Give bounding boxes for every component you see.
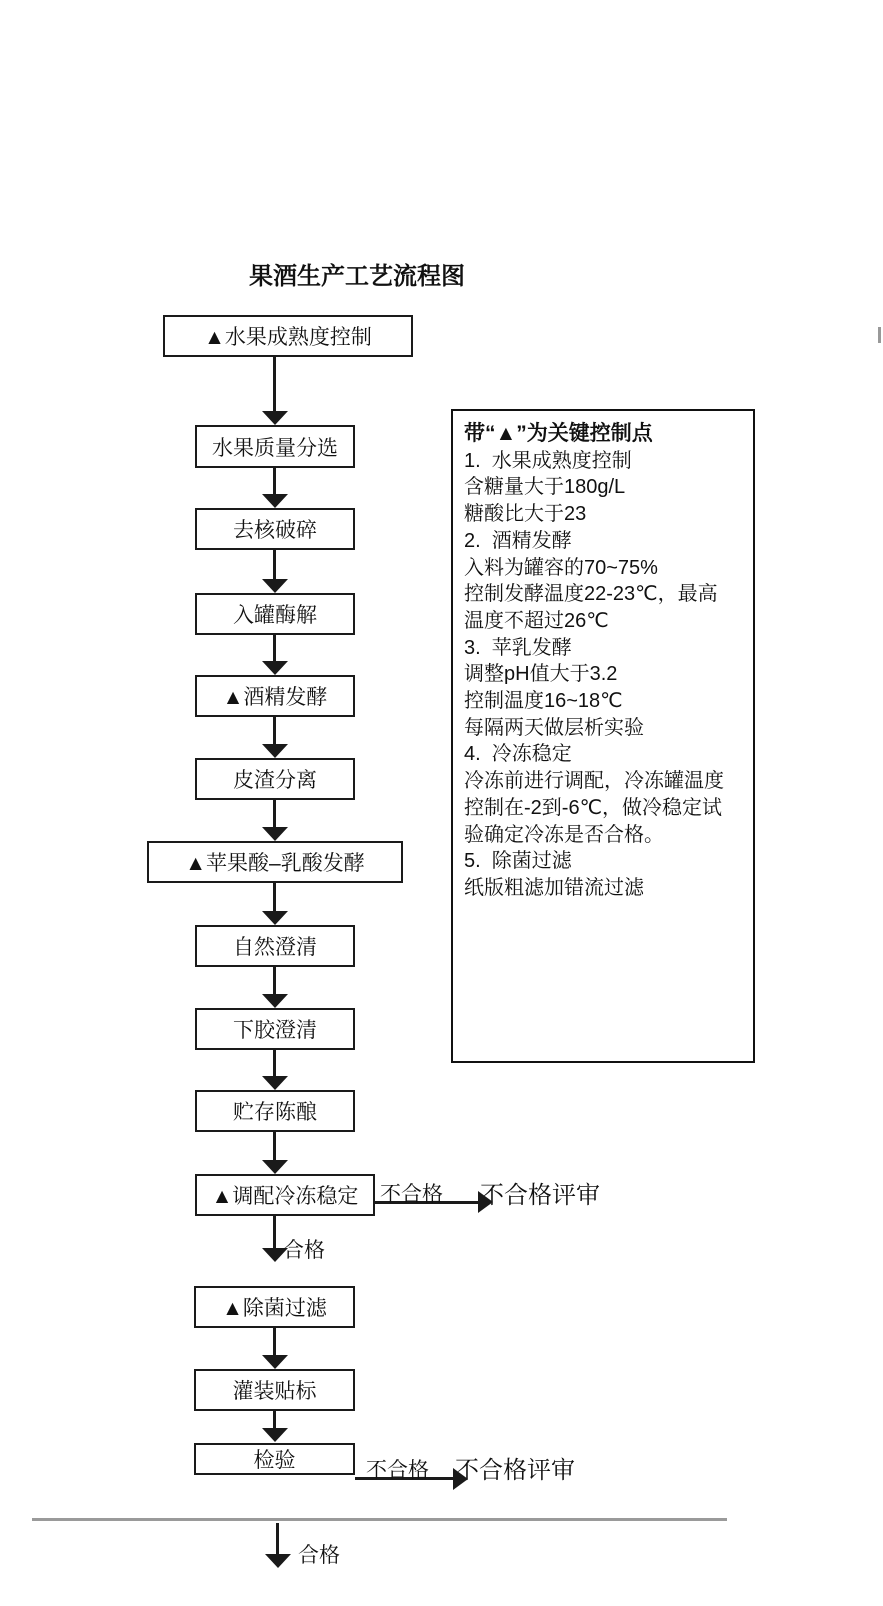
key-points-heading: 带“▲”为关键控制点 bbox=[464, 422, 653, 445]
flow-arrow-line bbox=[273, 1216, 276, 1248]
key-points-line: 调整pH值大于3.2 bbox=[464, 663, 618, 686]
key-points-line: 3. 苹乳发酵 bbox=[464, 636, 572, 659]
flow-box-fruit-ripeness-control: ▲水果成熟度控制 bbox=[163, 315, 413, 357]
key-points-line: 1. 水果成熟度控制 bbox=[464, 449, 632, 472]
flow-box-natural-clarification: 自然澄清 bbox=[195, 925, 355, 967]
key-points-line: 含糖量大于180g/L bbox=[464, 476, 626, 499]
flow-box-malolactic-fermentation: ▲苹果酸–乳酸发酵 bbox=[147, 841, 403, 883]
fail-label-inspection: 不合格 bbox=[366, 1459, 429, 1482]
flow-box-skin-residue-separation: 皮渣分离 bbox=[195, 758, 355, 800]
key-points-line: 4. 冷冻稳定 bbox=[464, 743, 572, 766]
arrow-down-icon bbox=[262, 411, 288, 425]
arrow-down-icon bbox=[262, 1160, 288, 1174]
key-points-line: 2. 酒精发酵 bbox=[464, 529, 572, 552]
flow-box-fruit-quality-sorting: 水果质量分选 bbox=[195, 425, 355, 468]
flow-box-inspection: 检验 bbox=[194, 1443, 355, 1475]
flow-arrow-line bbox=[273, 1328, 276, 1355]
flow-arrow-line bbox=[273, 1132, 276, 1160]
key-points-line: 温度不超过26℃ bbox=[464, 609, 609, 632]
key-points-line: 控制温度16~18℃ bbox=[464, 690, 623, 713]
key-points-line: 控制发酵温度22-23℃，最高 bbox=[464, 583, 718, 606]
arrow-down-icon bbox=[262, 1428, 288, 1442]
key-points-line: 糖酸比大于23 bbox=[464, 503, 587, 526]
flow-arrow-line bbox=[276, 1523, 279, 1554]
key-points-line: 每隔两天做层析实验 bbox=[464, 716, 644, 739]
arrow-down-icon bbox=[262, 1076, 288, 1090]
key-points-line: 纸版粗滤加错流过滤 bbox=[464, 876, 644, 899]
key-points-panel bbox=[451, 409, 755, 1063]
arrow-down-icon bbox=[262, 911, 288, 925]
arrow-down-icon bbox=[262, 494, 288, 508]
arrow-down-icon bbox=[262, 579, 288, 593]
flow-box-filling-labeling: 灌装贴标 bbox=[194, 1369, 355, 1411]
flow-arrow-line bbox=[273, 967, 276, 994]
flow-box-tank-enzymolysis: 入罐酶解 bbox=[195, 593, 355, 635]
pass-label-mid: 合格 bbox=[283, 1239, 325, 1262]
flow-arrow-line bbox=[273, 1411, 276, 1428]
flow-box-blending-cold-stabilization: ▲调配冷冻稳定 bbox=[195, 1174, 375, 1216]
arrow-right-icon bbox=[478, 1191, 493, 1213]
arrow-down-icon bbox=[262, 994, 288, 1008]
flow-arrow-line bbox=[273, 883, 276, 911]
cropped-box-edge-artifact bbox=[878, 327, 881, 343]
key-points-line: 入料为罐容的70~75% bbox=[464, 556, 658, 579]
key-points-line: 5. 除菌过滤 bbox=[464, 850, 572, 873]
arrow-right-icon bbox=[453, 1468, 468, 1490]
separator-line bbox=[32, 1518, 727, 1521]
pass-label-bottom: 合格 bbox=[298, 1544, 340, 1567]
flow-box-storage-aging: 贮存陈酿 bbox=[195, 1090, 355, 1132]
arrow-down-icon bbox=[265, 1554, 291, 1568]
fail-review-label-freeze: 不合格评审 bbox=[480, 1182, 600, 1209]
flow-arrow-line bbox=[273, 800, 276, 827]
arrow-down-icon bbox=[262, 827, 288, 841]
arrow-down-icon bbox=[262, 661, 288, 675]
key-points-line: 验确定冷冻是否合格。 bbox=[464, 823, 664, 846]
key-points-line: 冷冻前进行调配，冷冻罐温度 bbox=[464, 770, 724, 793]
flow-arrow-line bbox=[273, 635, 276, 661]
flow-arrow-line bbox=[273, 1050, 276, 1076]
page-title: 果酒生产工艺流程图 bbox=[249, 263, 465, 290]
flow-arrow-line bbox=[273, 550, 276, 579]
flow-arrow-line bbox=[273, 357, 276, 411]
flow-box-fining-clarification: 下胶澄清 bbox=[195, 1008, 355, 1050]
fail-label-freeze: 不合格 bbox=[380, 1183, 443, 1206]
flow-box-alcohol-fermentation: ▲酒精发酵 bbox=[195, 675, 355, 717]
flow-box-pit-removal-crushing: 去核破碎 bbox=[195, 508, 355, 550]
flow-arrow-line bbox=[273, 717, 276, 744]
flow-box-sterile-filtration: ▲除菌过滤 bbox=[194, 1286, 355, 1328]
fail-review-label-inspection: 不合格评审 bbox=[455, 1457, 575, 1484]
flow-arrow-line bbox=[273, 468, 276, 494]
arrow-down-icon bbox=[262, 1355, 288, 1369]
arrow-down-icon bbox=[262, 744, 288, 758]
key-points-line: 控制在-2到-6℃，做冷稳定试 bbox=[464, 796, 723, 819]
